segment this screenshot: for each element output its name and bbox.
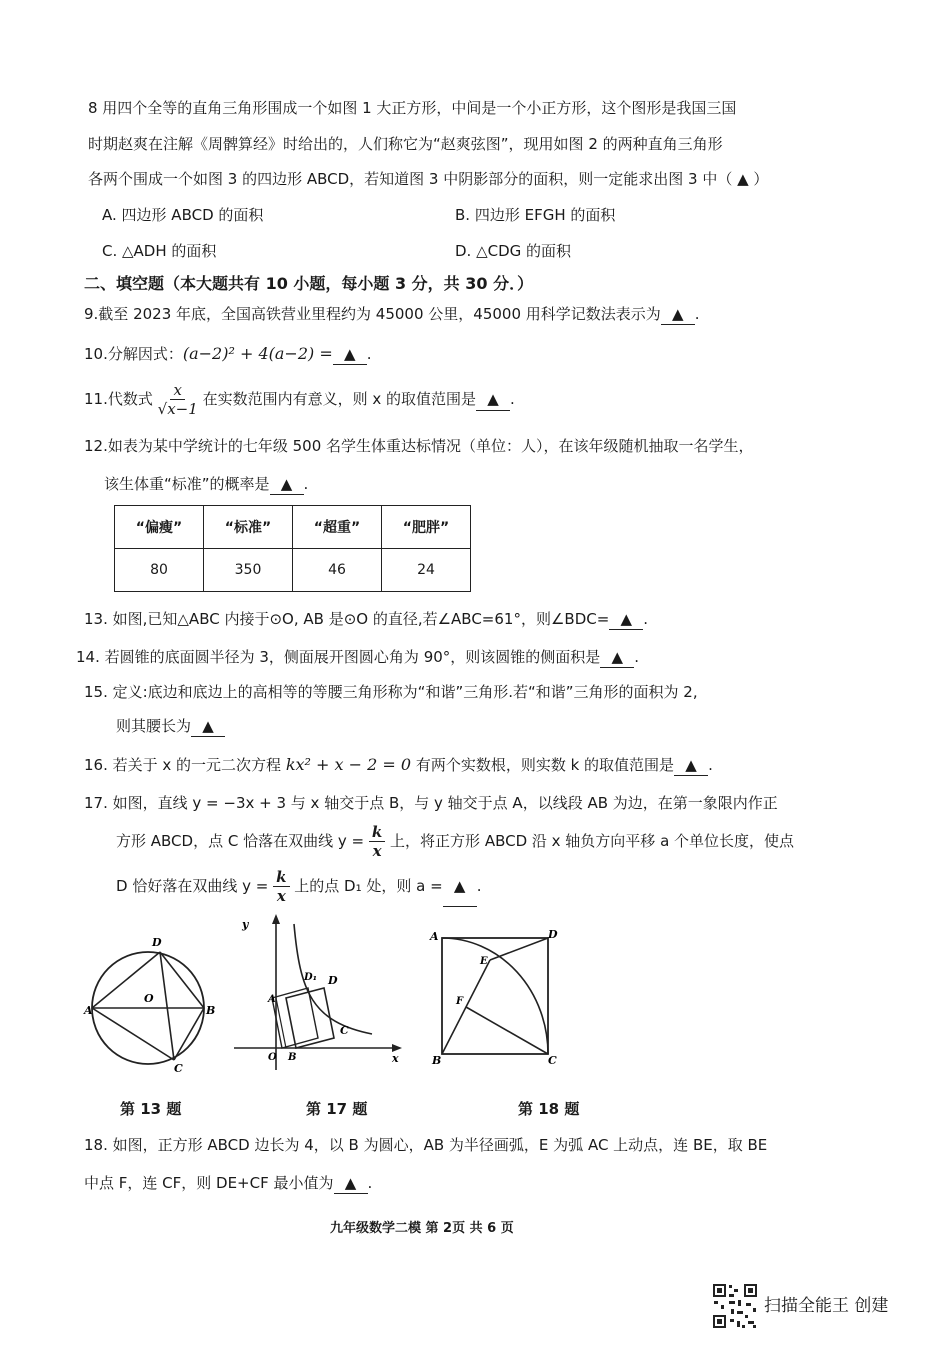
q15-line1: 15. 定义:底边和底边上的高相等的等腰三角形称为“和谐”三角形.若“和谐”三角形的面积为 2, bbox=[84, 683, 698, 701]
figure-18-square-diagram bbox=[428, 926, 562, 1066]
q14-tail: . bbox=[634, 648, 640, 666]
table-header-cell: “肥胖” bbox=[382, 506, 471, 549]
caption-figure-18: 第 18 题 bbox=[518, 1100, 580, 1118]
q12-tail: . bbox=[303, 475, 309, 493]
fig13-segment-bc bbox=[174, 1008, 204, 1060]
q11-tail: . bbox=[509, 390, 515, 408]
q18-answer-blank[interactable]: ▲ bbox=[334, 1173, 368, 1194]
fig18-label-d: D bbox=[548, 928, 558, 941]
q12-line1: 12.如表为某中学统计的七年级 500 名学生体重达标情况（单位：人），在该年级随机抽取一名学生， bbox=[84, 437, 754, 455]
q18-line1: 18. 如图，正方形 ABCD 边长为 4，以 B 为圆心，AB 为半径画弧，E 为弧 AC 上动点，连 BE，取 BE bbox=[84, 1136, 768, 1154]
q17-fraction-1 bbox=[369, 823, 385, 860]
q9-tail: . bbox=[694, 305, 700, 323]
q14-answer-blank[interactable]: ▲ bbox=[600, 647, 634, 668]
q8-line1: 8 用四个全等的直角三角形围成一个如图 1 大正方形，中间是一个小正方形，这个图形是我国三国 bbox=[88, 99, 737, 117]
table-header-cell: “超重” bbox=[293, 506, 382, 549]
q11-fraction bbox=[158, 381, 198, 418]
fig13-label-d: D bbox=[152, 936, 162, 949]
fig17-label-b: B bbox=[288, 1052, 297, 1063]
q18-line2-text: 中点 F，连 CF，则 DE+CF 最小值为 bbox=[84, 1174, 334, 1192]
q13-tail: . bbox=[643, 610, 649, 628]
fig13-label-o: O bbox=[144, 992, 154, 1005]
q10-expression: (a−2)² + 4(a−2) = bbox=[182, 344, 333, 363]
q11-denominator: √x−1 bbox=[157, 400, 198, 418]
q10-prefix: 10.分解因式： bbox=[84, 345, 183, 363]
q16-prefix: 16. 若关于 x 的一元二次方程 bbox=[84, 756, 286, 774]
question-16 bbox=[84, 755, 713, 776]
scanner-watermark: 扫描全能王 创建 bbox=[764, 1296, 889, 1316]
fig18-label-f: F bbox=[456, 996, 464, 1007]
section-heading-fill-in: 二、填空题（本大题共有 10 小题，每小题 3 分，共 30 分．） bbox=[84, 274, 534, 293]
fig13-label-b: B bbox=[206, 1004, 216, 1017]
fig18-label-b: B bbox=[432, 1054, 442, 1066]
q9-text: 9.截至 2023 年底，全国高铁营业里程约为 45000 公里，45000 用科学记数法表示为 bbox=[84, 305, 661, 323]
fig17-label-c: C bbox=[340, 1024, 349, 1037]
q17-line2-end: 上，将正方形 ABCD 沿 x 轴负方向平移 a 个单位长度，使点 bbox=[390, 832, 795, 850]
fig18-segment-de bbox=[490, 938, 548, 960]
fig18-label-c: C bbox=[548, 1054, 557, 1066]
fig18-label-a: A bbox=[430, 930, 439, 943]
q10-tail: . bbox=[366, 345, 372, 363]
question-13 bbox=[84, 609, 648, 630]
q17-tail: . bbox=[476, 877, 482, 895]
table-row bbox=[115, 549, 471, 592]
weight-table bbox=[114, 505, 471, 592]
fig17-y-arrow-icon bbox=[272, 914, 280, 924]
q15-answer-blank[interactable]: ▲ bbox=[191, 716, 225, 737]
q18-tail: . bbox=[367, 1174, 373, 1192]
q17-line2 bbox=[116, 821, 794, 861]
q11-numerator: x bbox=[170, 381, 184, 400]
q17-line3 bbox=[116, 866, 481, 907]
fig17-label-a: A bbox=[268, 994, 276, 1005]
fig17-label-o: O bbox=[268, 1052, 277, 1063]
q17-line1: 17. 如图，直线 y = −3x + 3 与 x 轴交于点 B，与 y 轴交于点 A，以线段 AB 为边，在第一象限内作正 bbox=[84, 794, 778, 812]
q8-option-d: D. △CDG 的面积 bbox=[455, 242, 572, 260]
fig13-label-c: C bbox=[174, 1062, 183, 1072]
q13-answer-blank[interactable]: ▲ bbox=[609, 609, 643, 630]
figure-17-coordinate-diagram bbox=[232, 912, 408, 1074]
table-cell: 350 bbox=[204, 549, 293, 592]
q17-fraction-2-numerator: k bbox=[273, 868, 289, 887]
fig17-x-arrow-icon bbox=[392, 1044, 402, 1052]
table-header-cell: “标准” bbox=[204, 506, 293, 549]
fig13-segment-ac bbox=[92, 1008, 174, 1060]
q16-mid: 有两个实数根，则实数 k 的取值范围是 bbox=[411, 756, 675, 774]
fig17-label-y: y bbox=[242, 918, 249, 931]
caption-figure-13: 第 13 题 bbox=[120, 1100, 182, 1118]
figure-13-circle-diagram bbox=[82, 932, 218, 1072]
q8-option-b: B. 四边形 EFGH 的面积 bbox=[455, 206, 616, 224]
q17-fraction-2 bbox=[273, 868, 289, 905]
q8-option-c: C. △ADH 的面积 bbox=[102, 242, 217, 260]
fig18-label-e: E bbox=[480, 956, 488, 967]
q16-answer-blank[interactable]: ▲ bbox=[674, 755, 708, 776]
q11-prefix: 11.代数式 bbox=[84, 390, 153, 408]
q15-line2 bbox=[116, 716, 225, 737]
q16-tail: . bbox=[708, 756, 713, 774]
q9-answer-blank[interactable]: ▲ bbox=[661, 304, 695, 325]
q15-line2-text: 则其腰长为 bbox=[116, 717, 192, 735]
q11-answer-blank[interactable]: ▲ bbox=[476, 388, 510, 411]
q13-text: 13. 如图,已知△ABC 内接于⊙O, AB 是⊙O 的直径,若∠ABC=61°，则∠BDC= bbox=[84, 610, 610, 628]
q14-text: 14. 若圆锥的底面圆半径为 3，侧面展开图圆心角为 90°，则该圆锥的侧面积是 bbox=[76, 648, 601, 666]
q17-line3-end: 上的点 D₁ 处，则 a = bbox=[294, 877, 443, 895]
q12-answer-blank[interactable]: ▲ bbox=[270, 474, 304, 495]
table-cell: 24 bbox=[382, 549, 471, 592]
fig17-label-d: D bbox=[328, 974, 338, 987]
question-9 bbox=[84, 304, 700, 325]
qr-code-icon bbox=[712, 1283, 758, 1329]
fig18-segment-cf bbox=[466, 1007, 548, 1054]
q17-line2-start: 方形 ABCD，点 C 恰落在双曲线 y = bbox=[116, 832, 365, 850]
q17-line3-start: D 恰好落在双曲线 y = bbox=[116, 877, 269, 895]
q8-option-a: A. 四边形 ABCD 的面积 bbox=[102, 206, 264, 224]
q8-line2: 时期赵爽在注解《周髀算经》时给出的，人们称它为“赵爽弦图”，现用如图 2 的两种直角三角形 bbox=[88, 135, 723, 153]
question-14 bbox=[76, 647, 639, 668]
table-cell: 46 bbox=[293, 549, 382, 592]
caption-figure-17: 第 17 题 bbox=[306, 1100, 368, 1118]
fig17-label-d1: D₁ bbox=[304, 972, 318, 983]
q16-equation: kx² + x − 2 = 0 bbox=[285, 755, 412, 774]
q17-fraction-2-denominator: x bbox=[276, 887, 286, 905]
fig13-label-a: A bbox=[84, 1004, 93, 1017]
page-footer: 九年级数学二模 第 2页 共 6 页 bbox=[330, 1221, 514, 1236]
q17-fraction-1-denominator: x bbox=[372, 842, 382, 860]
q11-mid: 在实数范围内有意义，则 x 的取值范围是 bbox=[202, 390, 476, 408]
q17-answer-blank[interactable]: ▲ bbox=[443, 866, 477, 907]
table-cell: 80 bbox=[115, 549, 204, 592]
table-header-row bbox=[115, 506, 471, 549]
q12-line2 bbox=[104, 474, 308, 495]
fig17-label-x: x bbox=[392, 1052, 399, 1065]
q8-line3: 各两个围成一个如图 3 的四边形 ABCD，若知道图 3 中阴影部分的面积，则一定能求出图 3 中（ ▲ ） bbox=[88, 170, 769, 188]
q17-fraction-1-numerator: k bbox=[369, 823, 385, 842]
q12-line2-text: 该生体重“标准”的概率是 bbox=[104, 475, 270, 493]
q18-line2 bbox=[84, 1173, 372, 1194]
q10-answer-blank[interactable]: ▲ bbox=[333, 344, 367, 365]
question-11 bbox=[84, 381, 515, 418]
question-10 bbox=[84, 344, 372, 365]
table-header-cell: “偏瘦” bbox=[115, 506, 204, 549]
